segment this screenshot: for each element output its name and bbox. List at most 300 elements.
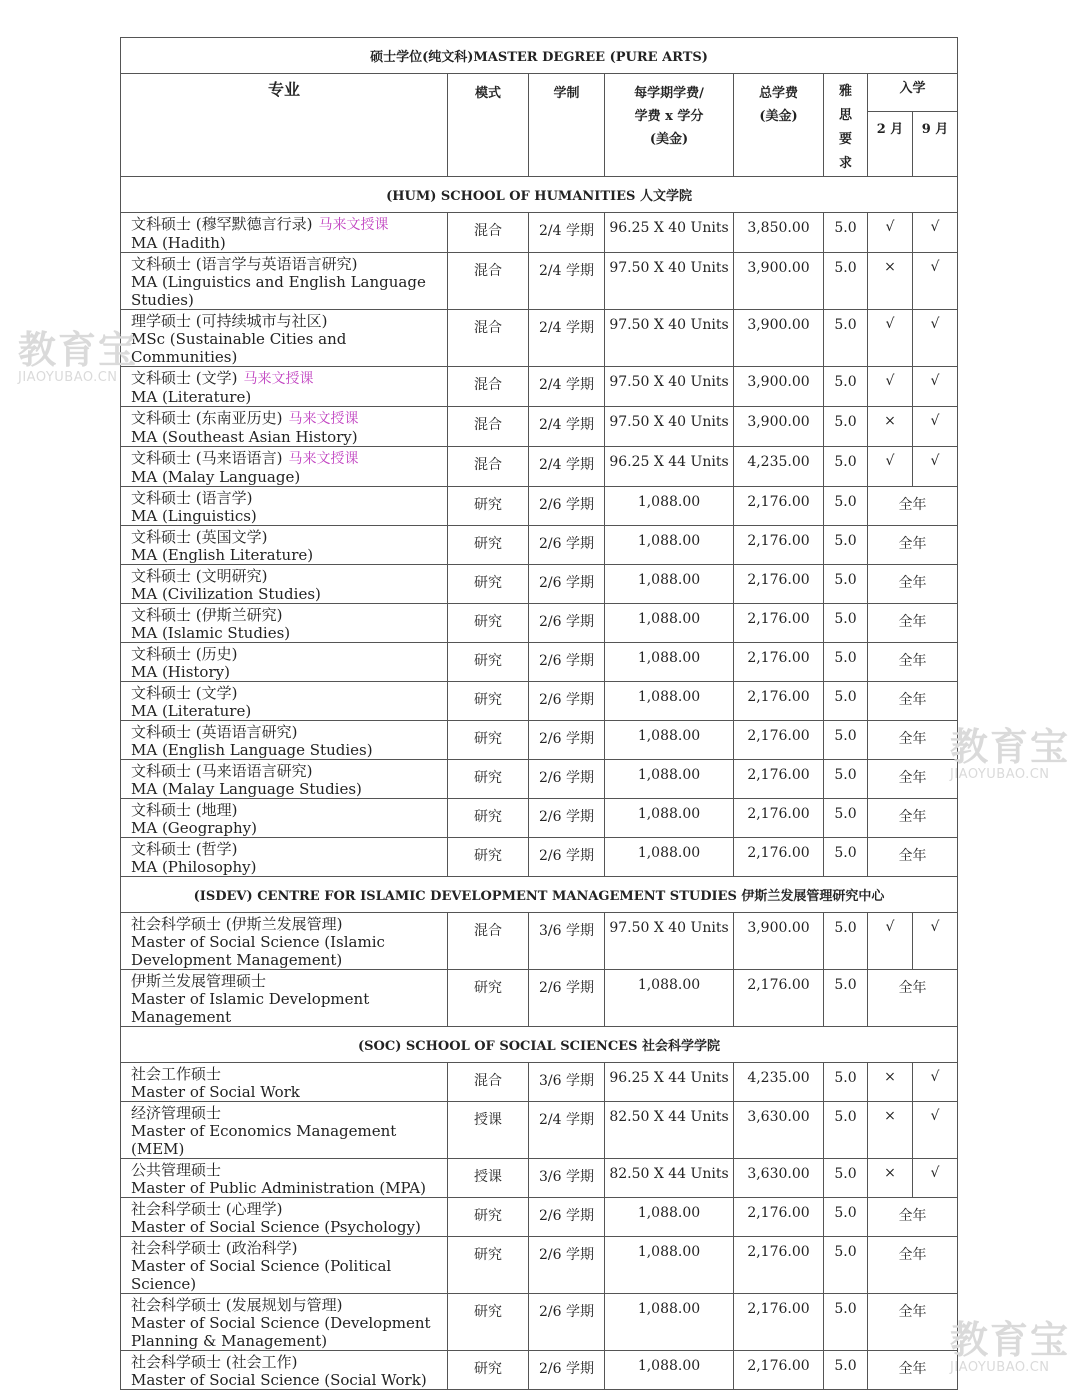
program-name-cn	[131, 972, 447, 990]
ielts-cell: 5.0	[824, 253, 868, 310]
header-sep: 9 月	[913, 112, 958, 177]
program-name-en: MA (Linguistics)	[131, 507, 257, 525]
table-row	[121, 253, 958, 310]
fee-cell: 1,088.00	[605, 682, 734, 721]
table-row	[121, 1237, 958, 1294]
total-fee-cell: 4,235.00	[734, 1063, 824, 1102]
duration-cell: 2/6 学期	[529, 760, 605, 799]
duration-cell: 2/6 学期	[529, 643, 605, 682]
intake-feb-cell: ×	[868, 253, 913, 310]
program-name-cn-text: 文科硕士 (穆罕默德言行录)	[131, 215, 313, 233]
header-row	[121, 74, 958, 112]
program-name-cn-text: 文科硕士 (英国文学)	[131, 528, 268, 546]
program-name-en: Master of Economics Management (MEM)	[131, 1122, 397, 1158]
program-name-cn	[131, 215, 447, 234]
header-ielts-char-2: 思	[838, 108, 852, 123]
program-name-cn-text: 公共管理硕士	[131, 1161, 222, 1179]
fee-table-container	[120, 37, 957, 1390]
program-name-cn-text: 理学硕士 (可持续城市与社区)	[131, 312, 328, 330]
intake-sep-cell: √	[913, 1063, 958, 1102]
program-name-cn	[131, 762, 447, 780]
duration-cell: 2/6 学期	[529, 682, 605, 721]
program-name-cell	[121, 1102, 448, 1159]
program-name-cell	[121, 213, 448, 253]
ielts-cell: 5.0	[824, 367, 868, 407]
ielts-cell: 5.0	[824, 604, 868, 643]
program-name-cell	[121, 367, 448, 407]
program-name-cn-text: 社会科学硕士 (发展规划与管理)	[131, 1296, 343, 1314]
total-fee-cell: 2,176.00	[734, 970, 824, 1027]
program-name-en: MA (English Literature)	[131, 546, 314, 564]
section-title: (SOC) SCHOOL OF SOCIAL SCIENCES 社会科学学院	[121, 1027, 958, 1063]
table-row	[121, 1294, 958, 1351]
header-mode: 模式	[448, 74, 529, 177]
duration-cell: 2/4 学期	[529, 1102, 605, 1159]
program-name-en: MA (Islamic Studies)	[131, 624, 291, 642]
program-name-en: MA (Literature)	[131, 702, 252, 720]
intake-all-year-cell: 全年	[868, 1351, 958, 1390]
mode-cell: 研究	[448, 838, 529, 877]
header-major: 专业	[121, 74, 448, 177]
program-name-cn-text: 文科硕士 (哲学)	[131, 840, 238, 858]
duration-cell: 2/6 学期	[529, 1237, 605, 1294]
duration-cell: 2/6 学期	[529, 799, 605, 838]
program-name-cell	[121, 970, 448, 1027]
program-name-cn-text: 文科硕士 (地理)	[131, 801, 238, 819]
mode-cell: 混合	[448, 253, 529, 310]
intake-sep-cell: √	[913, 447, 958, 487]
total-fee-cell: 2,176.00	[734, 565, 824, 604]
ielts-cell: 5.0	[824, 643, 868, 682]
program-name-cn	[131, 528, 447, 546]
ielts-cell: 5.0	[824, 213, 868, 253]
fee-cell: 1,088.00	[605, 1351, 734, 1390]
mode-cell: 研究	[448, 721, 529, 760]
fee-cell: 97.50 X 40 Units	[605, 367, 734, 407]
section-header-row	[121, 1027, 958, 1063]
table-row	[121, 1063, 958, 1102]
duration-cell: 3/6 学期	[529, 913, 605, 970]
fee-cell: 1,088.00	[605, 721, 734, 760]
program-name-cn	[131, 567, 447, 585]
program-name-cn-text: 文科硕士 (马来语语言研究)	[131, 762, 313, 780]
program-name-cn	[131, 489, 447, 507]
total-fee-cell: 2,176.00	[734, 721, 824, 760]
table-row	[121, 213, 958, 253]
duration-cell: 2/6 学期	[529, 721, 605, 760]
section-title: (ISDEV) CENTRE FOR ISLAMIC DEVELOPMENT MANAGEMENT STUDIES 伊斯兰发展管理研究中心	[121, 877, 958, 913]
mode-cell: 研究	[448, 760, 529, 799]
program-name-cn-text: 社会工作硕士	[131, 1065, 222, 1083]
intake-all-year-cell: 全年	[868, 1198, 958, 1237]
program-name-cn	[131, 255, 447, 273]
program-name-cn-text: 文科硕士 (马来语语言)	[131, 449, 283, 467]
total-fee-cell: 2,176.00	[734, 487, 824, 526]
fee-cell: 1,088.00	[605, 838, 734, 877]
program-name-cn	[131, 1239, 447, 1257]
header-feb: 2 月	[868, 112, 913, 177]
fee-cell: 1,088.00	[605, 1294, 734, 1351]
header-total-fee	[734, 74, 824, 177]
program-name-cn-text: 文科硕士 (文学)	[131, 369, 238, 387]
intake-all-year-cell: 全年	[868, 799, 958, 838]
malay-taught-note: 马来文授课	[288, 411, 359, 427]
fee-cell: 1,088.00	[605, 526, 734, 565]
fee-cell: 1,088.00	[605, 1237, 734, 1294]
fee-cell: 1,088.00	[605, 799, 734, 838]
intake-feb-cell: ×	[868, 1102, 913, 1159]
ielts-cell: 5.0	[824, 447, 868, 487]
master-degree-fee-table	[120, 37, 958, 1390]
program-name-cell	[121, 407, 448, 447]
table-row	[121, 565, 958, 604]
total-fee-cell: 3,900.00	[734, 407, 824, 447]
total-fee-cell: 2,176.00	[734, 838, 824, 877]
watermark-domain: JIAOYUBAO.CN	[950, 767, 1050, 782]
watermark-brand: 教育宝	[950, 1318, 1071, 1362]
watermark-domain: JIAOYUBAO.CN	[18, 370, 118, 385]
mode-cell: 混合	[448, 913, 529, 970]
table-row	[121, 447, 958, 487]
mode-cell: 研究	[448, 604, 529, 643]
duration-cell: 2/4 学期	[529, 253, 605, 310]
watermark-brand: 教育宝	[950, 725, 1071, 769]
header-fee-per-semester	[605, 74, 734, 177]
intake-feb-cell: √	[868, 447, 913, 487]
program-name-cn-text: 社会科学硕士 (政治科学)	[131, 1239, 298, 1257]
header-duration: 学制	[529, 74, 605, 177]
ielts-cell: 5.0	[824, 1159, 868, 1198]
ielts-cell: 5.0	[824, 913, 868, 970]
program-name-cn-text: 文科硕士 (语言学与英语语言研究)	[131, 255, 358, 273]
header-ielts	[824, 74, 868, 177]
program-name-en: MA (Literature)	[131, 388, 252, 406]
ielts-cell: 5.0	[824, 1294, 868, 1351]
mode-cell: 研究	[448, 799, 529, 838]
program-name-cell	[121, 682, 448, 721]
intake-feb-cell: √	[868, 913, 913, 970]
program-name-cn	[131, 1104, 447, 1122]
program-name-en: MA (Hadith)	[131, 234, 226, 252]
table-row	[121, 838, 958, 877]
program-name-cell	[121, 447, 448, 487]
program-name-en: MA (Philosophy)	[131, 858, 257, 876]
mode-cell: 混合	[448, 310, 529, 367]
table-row	[121, 1102, 958, 1159]
intake-all-year-cell: 全年	[868, 838, 958, 877]
table-row	[121, 760, 958, 799]
program-name-cn	[131, 606, 447, 624]
watermark-brand: 教育宝	[18, 328, 139, 372]
intake-sep-cell: √	[913, 913, 958, 970]
table-row	[121, 721, 958, 760]
header-ielts-char-1: 雅	[838, 84, 852, 99]
header-fee-line3: (美金)	[649, 132, 689, 147]
program-name-cn-text: 伊斯兰发展管理硕士	[131, 972, 267, 990]
program-name-cn	[131, 312, 447, 330]
total-fee-cell: 2,176.00	[734, 604, 824, 643]
table-row	[121, 487, 958, 526]
program-name-cn	[131, 449, 447, 468]
intake-sep-cell: √	[913, 213, 958, 253]
section-header-row	[121, 877, 958, 913]
header-fee-line1: 每学期学费/	[634, 86, 704, 101]
duration-cell: 2/6 学期	[529, 838, 605, 877]
program-name-cn-text: 文科硕士 (语言学)	[131, 489, 253, 507]
intake-all-year-cell: 全年	[868, 970, 958, 1027]
ielts-cell: 5.0	[824, 1351, 868, 1390]
header-total-line2: (美金)	[759, 109, 798, 124]
fee-cell: 97.50 X 40 Units	[605, 407, 734, 447]
total-fee-cell: 2,176.00	[734, 643, 824, 682]
total-fee-cell: 2,176.00	[734, 760, 824, 799]
duration-cell: 2/4 学期	[529, 447, 605, 487]
total-fee-cell: 2,176.00	[734, 1198, 824, 1237]
total-fee-cell: 2,176.00	[734, 1351, 824, 1390]
fee-cell: 1,088.00	[605, 970, 734, 1027]
total-fee-cell: 3,850.00	[734, 213, 824, 253]
program-name-cell	[121, 1294, 448, 1351]
mode-cell: 研究	[448, 487, 529, 526]
intake-all-year-cell: 全年	[868, 682, 958, 721]
intake-all-year-cell: 全年	[868, 604, 958, 643]
intake-all-year-cell: 全年	[868, 1294, 958, 1351]
program-name-en: MA (Malay Language)	[131, 468, 301, 486]
ielts-cell: 5.0	[824, 721, 868, 760]
table-row	[121, 682, 958, 721]
watermark-right	[950, 727, 1070, 782]
intake-feb-cell: √	[868, 367, 913, 407]
duration-cell: 2/4 学期	[529, 367, 605, 407]
duration-cell: 2/6 学期	[529, 1294, 605, 1351]
program-name-en: Master of Social Science (Islamic Development Management)	[131, 933, 385, 969]
table-row	[121, 407, 958, 447]
mode-cell: 研究	[448, 1351, 529, 1390]
program-name-cell	[121, 643, 448, 682]
fee-cell: 1,088.00	[605, 565, 734, 604]
mode-cell: 研究	[448, 970, 529, 1027]
mode-cell: 混合	[448, 1063, 529, 1102]
fee-cell: 82.50 X 44 Units	[605, 1102, 734, 1159]
program-name-en: Master of Social Work	[131, 1083, 300, 1101]
total-fee-cell: 4,235.00	[734, 447, 824, 487]
program-name-en: MA (English Language Studies)	[131, 741, 373, 759]
fee-cell: 1,088.00	[605, 643, 734, 682]
duration-cell: 2/6 学期	[529, 970, 605, 1027]
program-name-cell	[121, 760, 448, 799]
malay-taught-note: 马来文授课	[243, 371, 314, 387]
program-name-cn	[131, 840, 447, 858]
program-name-en: MA (Civilization Studies)	[131, 585, 321, 603]
total-fee-cell: 2,176.00	[734, 682, 824, 721]
program-name-cell	[121, 1198, 448, 1237]
intake-all-year-cell: 全年	[868, 565, 958, 604]
table-body	[121, 177, 958, 1390]
total-fee-cell: 3,900.00	[734, 913, 824, 970]
total-fee-cell: 3,900.00	[734, 367, 824, 407]
program-name-en: Master of Islamic Development Management	[131, 990, 370, 1026]
fee-cell: 96.25 X 44 Units	[605, 1063, 734, 1102]
mode-cell: 混合	[448, 367, 529, 407]
mode-cell: 研究	[448, 1294, 529, 1351]
program-name-cell	[121, 1237, 448, 1294]
program-name-en: Master of Social Science (Development Planning & Management)	[131, 1314, 431, 1350]
intake-all-year-cell: 全年	[868, 526, 958, 565]
total-fee-cell: 2,176.00	[734, 526, 824, 565]
program-name-cn-text: 社会科学硕士 (伊斯兰发展管理)	[131, 915, 343, 933]
table-row	[121, 643, 958, 682]
program-name-cn	[131, 369, 447, 388]
program-name-cell	[121, 604, 448, 643]
fee-cell: 96.25 X 44 Units	[605, 447, 734, 487]
program-name-cn-text: 社会科学硕士 (社会工作)	[131, 1353, 298, 1371]
program-name-cn	[131, 723, 447, 741]
program-name-cn-text: 文科硕士 (东南亚历史)	[131, 409, 283, 427]
table-row	[121, 310, 958, 367]
intake-sep-cell: √	[913, 407, 958, 447]
intake-all-year-cell: 全年	[868, 1237, 958, 1294]
total-fee-cell: 3,900.00	[734, 310, 824, 367]
program-name-cn	[131, 684, 447, 702]
mode-cell: 混合	[448, 407, 529, 447]
mode-cell: 研究	[448, 565, 529, 604]
mode-cell: 研究	[448, 1198, 529, 1237]
section-title: (HUM) SCHOOL OF HUMANITIES 人文学院	[121, 177, 958, 213]
ielts-cell: 5.0	[824, 760, 868, 799]
program-name-cn-text: 文科硕士 (文学)	[131, 684, 238, 702]
header-ielts-char-3: 要	[838, 132, 852, 147]
intake-sep-cell: √	[913, 310, 958, 367]
watermark-domain: JIAOYUBAO.CN	[950, 1360, 1050, 1375]
program-name-cn	[131, 801, 447, 819]
total-fee-cell: 3,630.00	[734, 1159, 824, 1198]
watermark-left	[18, 330, 138, 385]
duration-cell: 3/6 学期	[529, 1063, 605, 1102]
ielts-cell: 5.0	[824, 526, 868, 565]
intake-feb-cell: ×	[868, 1063, 913, 1102]
total-fee-cell: 2,176.00	[734, 799, 824, 838]
fee-cell: 82.50 X 44 Units	[605, 1159, 734, 1198]
program-name-cell	[121, 253, 448, 310]
mode-cell: 研究	[448, 1237, 529, 1294]
fee-cell: 1,088.00	[605, 604, 734, 643]
table-row	[121, 604, 958, 643]
ielts-cell: 5.0	[824, 565, 868, 604]
mode-cell: 研究	[448, 643, 529, 682]
duration-cell: 2/6 学期	[529, 526, 605, 565]
program-name-cell	[121, 310, 448, 367]
fee-cell: 97.50 X 40 Units	[605, 310, 734, 367]
program-name-cell	[121, 1159, 448, 1198]
header-ielts-char-4: 求	[838, 156, 852, 171]
ielts-cell: 5.0	[824, 1063, 868, 1102]
ielts-cell: 5.0	[824, 682, 868, 721]
ielts-cell: 5.0	[824, 1237, 868, 1294]
ielts-cell: 5.0	[824, 310, 868, 367]
table-row	[121, 1159, 958, 1198]
watermark-bottom-right	[950, 1320, 1070, 1375]
fee-cell: 1,088.00	[605, 1198, 734, 1237]
program-name-cn	[131, 915, 447, 933]
total-fee-cell: 3,900.00	[734, 253, 824, 310]
intake-all-year-cell: 全年	[868, 760, 958, 799]
program-name-cell	[121, 487, 448, 526]
program-name-en: Master of Social Science (Political Science)	[131, 1257, 392, 1293]
intake-all-year-cell: 全年	[868, 487, 958, 526]
program-name-cell	[121, 721, 448, 760]
duration-cell: 2/6 学期	[529, 487, 605, 526]
mode-cell: 混合	[448, 447, 529, 487]
program-name-cn-text: 经济管理硕士	[131, 1104, 222, 1122]
duration-cell: 2/6 学期	[529, 604, 605, 643]
intake-sep-cell: √	[913, 367, 958, 407]
program-name-cell	[121, 1063, 448, 1102]
intake-feb-cell: ×	[868, 407, 913, 447]
program-name-en: MA (History)	[131, 663, 230, 681]
program-name-cell	[121, 799, 448, 838]
program-name-en: Master of Social Science (Social Work)	[131, 1371, 427, 1389]
mode-cell: 研究	[448, 682, 529, 721]
malay-taught-note: 马来文授课	[288, 451, 359, 467]
fee-cell: 1,088.00	[605, 487, 734, 526]
section-header-row	[121, 177, 958, 213]
intake-sep-cell: √	[913, 253, 958, 310]
table-title: 硕士学位(纯文科)MASTER DEGREE (PURE ARTS)	[121, 38, 958, 74]
mode-cell: 授课	[448, 1102, 529, 1159]
program-name-cell	[121, 1351, 448, 1390]
duration-cell: 2/6 学期	[529, 565, 605, 604]
program-name-cn-text: 文科硕士 (文明研究)	[131, 567, 268, 585]
table-row	[121, 913, 958, 970]
ielts-cell: 5.0	[824, 970, 868, 1027]
duration-cell: 2/6 学期	[529, 1351, 605, 1390]
duration-cell: 2/4 学期	[529, 310, 605, 367]
ielts-cell: 5.0	[824, 407, 868, 447]
program-name-cn	[131, 1065, 447, 1083]
table-row	[121, 1351, 958, 1390]
program-name-cn-text: 文科硕士 (伊斯兰研究)	[131, 606, 283, 624]
fee-cell: 97.50 X 40 Units	[605, 913, 734, 970]
total-fee-cell: 3,630.00	[734, 1102, 824, 1159]
table-title-row	[121, 38, 958, 74]
program-name-cell	[121, 838, 448, 877]
intake-sep-cell: √	[913, 1102, 958, 1159]
intake-feb-cell: √	[868, 310, 913, 367]
fee-cell: 96.25 X 40 Units	[605, 213, 734, 253]
total-fee-cell: 2,176.00	[734, 1294, 824, 1351]
duration-cell: 3/6 学期	[529, 1159, 605, 1198]
mode-cell: 授课	[448, 1159, 529, 1198]
ielts-cell: 5.0	[824, 487, 868, 526]
intake-feb-cell: ×	[868, 1159, 913, 1198]
fee-cell: 97.50 X 40 Units	[605, 253, 734, 310]
header-intake: 入学	[868, 74, 958, 112]
program-name-en: MA (Geography)	[131, 819, 258, 837]
program-name-en: Master of Social Science (Psychology)	[131, 1218, 421, 1236]
header-fee-line2: 学费 x 学分	[634, 109, 704, 124]
table-row	[121, 526, 958, 565]
duration-cell: 2/4 学期	[529, 213, 605, 253]
program-name-en: MA (Linguistics and English Language Studies)	[131, 273, 426, 309]
malay-taught-note: 马来文授课	[318, 217, 389, 233]
ielts-cell: 5.0	[824, 1198, 868, 1237]
intake-all-year-cell: 全年	[868, 643, 958, 682]
mode-cell: 混合	[448, 213, 529, 253]
program-name-en: MA (Malay Language Studies)	[131, 780, 362, 798]
program-name-cn-text: 文科硕士 (历史)	[131, 645, 238, 663]
table-row	[121, 970, 958, 1027]
program-name-en: MA (Southeast Asian History)	[131, 428, 358, 446]
